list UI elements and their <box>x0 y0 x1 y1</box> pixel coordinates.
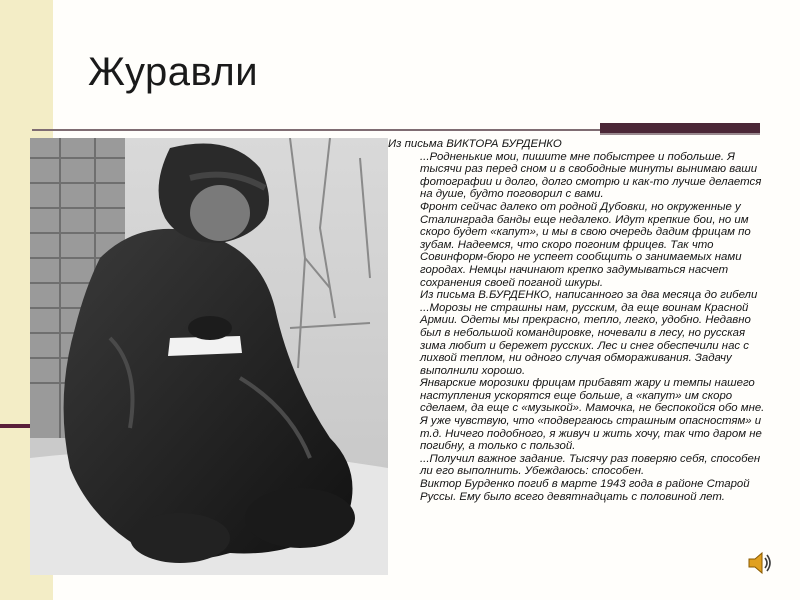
letter-heading-1: Из письма ВИКТОРА БУРДЕНКО <box>388 138 562 150</box>
letter-paragraph: ...Получил важное задание. Тысячу раз поверяю себя, способен ли его выполнить. Убеждаюсь: способен. <box>420 452 761 478</box>
letter-heading-2: Из письма В.БУРДЕНКО, написанного за два месяца до гибели <box>420 289 758 302</box>
title-underline <box>32 129 600 131</box>
letter-paragraph: ...Родненькие мои, пишите мне побыстрее и побольше. Я тысячи раз перед сном и в свободные минуты вынимаю ваши фотографии и долго, долго смотрю и как-то лучше делается на душе, будто поговорил с вами. <box>420 150 762 201</box>
left-accent-bar <box>0 424 32 428</box>
letter-paragraph: ...Морозы не страшны нам, русским, да еще воинам Красной Армии. Одеты мы прекрасно, тепло, легко, удобно. Недавно был в небольшой командировке, ночевали в лесу, но русская зима любит и бережет русских. Лес и снег обеспечили нас с лихвой теплом, ни одного случая обмораживания. Задачу выполнили хорошо. <box>420 301 751 377</box>
letter-epilogue: Виктор Бурденко погиб в марте 1943 года в районе Старой Руссы. Ему было всего девятнадцать с половиной лет. <box>420 478 750 503</box>
letter-paragraph: Январские морозики фрицам прибавят жару и темпы нашего наступления ускорятся еще больше, а «капут» им скоро сделаем, да еще с «музыкой». Мамочка, не беспокойся обо мне. Я уже чувствую, что «подвергаюсь страшным опасностям» и т.д. Ничего подобного, я живуч и жить хочу, так что даром не погибну, а только с пользой. <box>420 377 765 453</box>
title-accent-line <box>600 133 760 135</box>
letter-paragraph: Фронт сейчас далеко от родной Дубовки, но окруженные у Сталинграда банды еще недалеко. Идут крепкие бои, но им скоро будет «капут», и мы в свою очередь дадим фрицам по зубам. Надеемся, что скоро погоним фрицев. Так что Совинформ-бюро не успеет сообщить о занимаемых нами городах. Немцы начинают крепко задумываться насчет сохранения своей поганой шкуры. <box>420 200 751 289</box>
soldier-photo <box>30 138 388 575</box>
sound-speaker-icon[interactable] <box>746 548 774 578</box>
slide-title: Журавли <box>88 50 259 94</box>
letter-text <box>388 138 773 503</box>
